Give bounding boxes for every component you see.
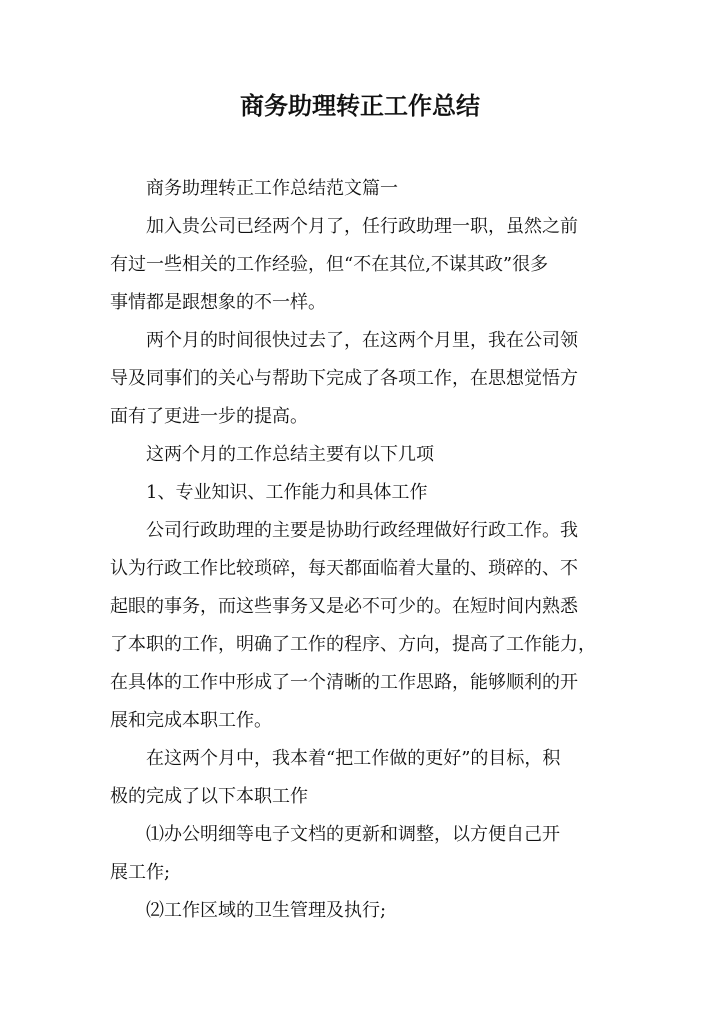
paragraph-line: 认为行政工作比较琐碎，每天都面临着大量的、琐碎的、不 bbox=[110, 558, 578, 579]
paragraph-line: 了本职的工作，明确了工作的程序、方向，提高了工作能力， bbox=[110, 634, 596, 655]
paragraph-line: 展和完成本职工作。 bbox=[110, 710, 272, 731]
paragraph-line: 在具体的工作中形成了一个清晰的工作思路，能够顺利的开 bbox=[110, 672, 578, 693]
paragraph-line: 面有了更进一步的提高。 bbox=[110, 406, 308, 427]
paragraph-2 bbox=[110, 208, 610, 322]
paragraph-line: 商务助理转正工作总结范文篇一 bbox=[146, 178, 398, 199]
paragraph-line: 有过一些相关的工作经验，但“不在其位,不谋其政”很多 bbox=[110, 254, 549, 275]
document-body bbox=[110, 170, 610, 930]
paragraph-line: 公司行政助理的主要是协助行政经理做好行政工作。我 bbox=[146, 520, 578, 541]
paragraph-4 bbox=[110, 436, 610, 474]
paragraph-line: ⑵工作区域的卫生管理及执行; bbox=[146, 900, 387, 921]
paragraph-line: 这两个月的工作总结主要有以下几项 bbox=[146, 444, 434, 465]
paragraph-line: 1、专业知识、工作能力和具体工作 bbox=[146, 482, 428, 503]
paragraph-line: 起眼的事务，而这些事务又是必不可少的。在短时间内熟悉 bbox=[110, 596, 578, 617]
paragraph-line: 导及同事们的关心与帮助下完成了各项工作，在思想觉悟方 bbox=[110, 368, 578, 389]
paragraph-line: 极的完成了以下本职工作 bbox=[110, 786, 308, 807]
section-heading bbox=[110, 474, 610, 512]
list-item-2 bbox=[110, 892, 610, 930]
paragraph-line: 两个月的时间很快过去了，在这两个月里，我在公司领 bbox=[146, 330, 578, 351]
paragraph-line: ⑴办公明细等电子文档的更新和调整，以方便自己开 bbox=[146, 824, 560, 845]
paragraph-6 bbox=[110, 512, 610, 740]
list-item-1 bbox=[110, 816, 610, 892]
paragraph-line: 在这两个月中，我本着“把工作做的更好”的目标，积 bbox=[146, 748, 561, 769]
document-title: 商务助理转正工作总结 bbox=[240, 91, 480, 120]
paragraph-line: 展工作; bbox=[110, 862, 171, 883]
paragraph-7 bbox=[110, 740, 610, 816]
paragraph-line: 加入贵公司已经两个月了，任行政助理一职，虽然之前 bbox=[146, 216, 578, 237]
paragraph-1 bbox=[110, 170, 610, 208]
paragraph-3 bbox=[110, 322, 610, 436]
paragraph-line: 事情都是跟想象的不一样。 bbox=[110, 292, 326, 313]
